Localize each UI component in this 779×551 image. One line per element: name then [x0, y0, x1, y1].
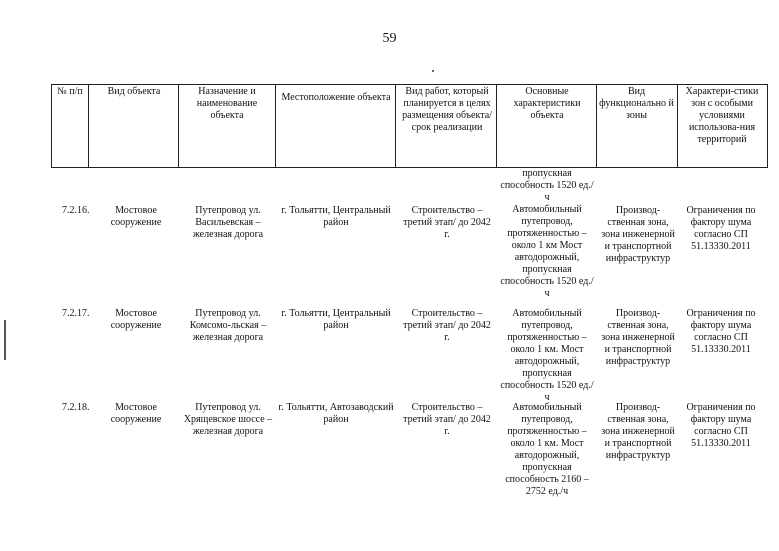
- table-header-bottom-border: [51, 167, 768, 168]
- row-special: Ограничения по фактору шума согласно СП 51.13330.2011: [686, 308, 756, 355]
- header-location: Местоположение объекта: [281, 92, 391, 103]
- row-purpose: Путепровод ул. Хрящевское шоссе – железная дорога: [183, 402, 273, 437]
- row-type: Мостовое сооружение: [110, 308, 162, 331]
- row-location: г. Тольятти, Центральный район: [281, 308, 391, 331]
- row-purpose: Путепровод ул. Васильевская – железная дорога: [192, 205, 264, 240]
- row-zone: Производ-ственная зона, зона инженерной и транспортной инфраструктур: [601, 308, 675, 367]
- row-characteristics: Автомобильный путепровод, протяженностью – около 1 км. Мост автодорожный, пропускная способность 1520 ед./ч: [500, 308, 594, 403]
- header-type: Вид объекта: [107, 86, 161, 97]
- column-divider: [88, 84, 89, 168]
- row-zone: Производ-ственная зона, зона инженерной и транспортной инфраструктур: [601, 205, 675, 264]
- row-characteristics: Автомобильный путепровод, протяженностью – около 1 км Мост автодорожный, пропускная способность 1520 ед./ч: [500, 204, 594, 299]
- header-num: № п/п: [57, 86, 83, 97]
- row-number: 7.2.16.: [62, 205, 90, 216]
- header-works: Вид работ, который планируется в целях размещения объекта/срок реализации: [402, 86, 492, 133]
- row-location: г. Тольятти, Центральный район: [281, 205, 391, 228]
- column-divider: [395, 84, 396, 168]
- header-characteristics: Основные характеристики объекта: [513, 86, 581, 121]
- row-special: Ограничения по фактору шума согласно СП 51.13330.2011: [686, 205, 756, 252]
- page-number: 59: [382, 31, 397, 46]
- row-type: Мостовое сооружение: [110, 402, 162, 425]
- column-divider: [275, 84, 276, 168]
- row-characteristics: Автомобильный путепровод, протяженностью – около 1 км. Мост автодорожный, пропускная способность 2160 – 2752 ед./ч: [505, 402, 589, 497]
- row-special: Ограничения по фактору шума согласно СП 51.13330.2011: [686, 402, 756, 449]
- table-top-border: [51, 84, 768, 85]
- row-location: г. Тольятти, Автозаводский район: [278, 402, 394, 425]
- row-number: 7.2.17.: [62, 308, 90, 319]
- row-number: 7.2.18.: [62, 402, 90, 413]
- row-zone: Производ-ственная зона, зона инженерной и транспортной инфраструктур: [601, 402, 675, 461]
- header-zone: Вид функционально й зоны: [599, 86, 674, 121]
- column-divider: [496, 84, 497, 168]
- carryover-text: пропускная способность 1520 ед./ч: [500, 168, 594, 203]
- column-divider: [178, 84, 179, 168]
- row-works: Строительство – третий этап/ до 2042 г.: [403, 402, 491, 437]
- header-special: Характери-стики зон с особыми условиями использова-ния территорий: [685, 86, 759, 145]
- row-works: Строительство – третий этап/ до 2042 г.: [403, 205, 491, 240]
- column-divider: [677, 84, 678, 168]
- row-purpose: Путепровод ул. Комсомо-льская – железная дорога: [189, 308, 267, 343]
- row-works: Строительство – третий этап/ до 2042 г.: [403, 308, 491, 343]
- table-right-border: [767, 84, 768, 168]
- scan-speck: [432, 70, 434, 72]
- scan-edge-mark: [4, 320, 6, 360]
- header-purpose: Назначение и наименование объекта: [196, 86, 258, 121]
- row-type: Мостовое сооружение: [110, 205, 162, 228]
